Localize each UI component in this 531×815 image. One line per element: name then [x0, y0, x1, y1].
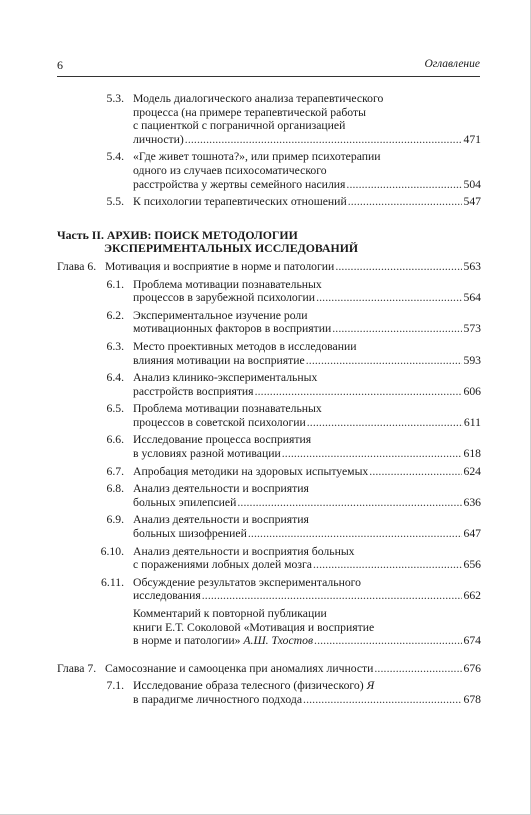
- entry-title-text: расстройства у жертвы семейного насилия: [133, 177, 346, 191]
- entry-title-text: в парадигме личностного подхода: [133, 692, 303, 706]
- page-ref: 564: [463, 291, 481, 305]
- dot-leader: [313, 558, 462, 572]
- page-number: 6: [57, 58, 63, 72]
- toc-entry[interactable]: [57, 679, 481, 706]
- toc-entry[interactable]: [57, 513, 481, 540]
- entry-title-line: Место проективных методов в исследовании: [133, 339, 357, 353]
- table-of-contents: [57, 92, 481, 711]
- entry-title-last-line: [133, 133, 481, 147]
- spacer: [57, 652, 481, 662]
- toc-entry[interactable]: [57, 576, 481, 603]
- entry-number: 6.11.: [101, 575, 124, 589]
- entry-title-line: Анализ деятельности и восприятия: [133, 513, 309, 527]
- entry-title-text: с поражениями лобных долей мозга: [133, 558, 312, 572]
- entry-title-text: Апробация методики на здоровых испытуемых: [133, 464, 369, 478]
- dot-leader: [202, 589, 463, 603]
- entry-title-last-line: [133, 354, 481, 368]
- entry-title-text: процессов в зарубежной психологии: [133, 291, 316, 305]
- entry-title-text: больных эпилепсией: [133, 495, 237, 509]
- chapter-title: Самосознание и самооценка при аномалиях личности: [105, 661, 374, 675]
- entry-title-text: К психологии терапевтических отношений: [133, 195, 347, 209]
- entry-number: 5.5.: [106, 195, 124, 209]
- page-ref: 678: [463, 692, 481, 706]
- dot-leader: [248, 527, 463, 541]
- entry-title-line: Исследование образа телесного (физического) Я: [133, 679, 375, 693]
- page-ref: 662: [463, 589, 481, 603]
- entry-title-line: Комментарий к повторной публикации: [133, 607, 327, 620]
- page-ref: 676: [463, 661, 481, 675]
- entry-title-last-line: [133, 447, 481, 461]
- entry-number: 6.8.: [106, 482, 124, 496]
- chapter-title: Мотивация и восприятие в норме и патологии: [105, 259, 335, 273]
- toc-entry[interactable]: [57, 195, 481, 209]
- dot-leader: [332, 322, 462, 336]
- dot-leader: [282, 447, 463, 461]
- toc-entry[interactable]: [57, 465, 481, 479]
- toc-entry[interactable]: [57, 402, 481, 429]
- toc-entry[interactable]: [57, 433, 481, 460]
- entry-number: 6.4.: [106, 371, 124, 385]
- dot-leader: [335, 260, 462, 274]
- page-ref: 606: [463, 384, 481, 398]
- entry-title-line: Проблема мотивации познавательных: [133, 277, 322, 291]
- entry-title-text: расстройств восприятия: [133, 384, 254, 398]
- entry-number: 6.10.: [100, 544, 124, 558]
- entry-number: 6.3.: [106, 339, 124, 353]
- dot-leader: [185, 133, 463, 147]
- entry-title-last-line: [133, 527, 481, 541]
- chapter-entry[interactable]: [57, 260, 481, 274]
- entry-number: 6.6.: [106, 433, 124, 447]
- page-ref: 611: [463, 415, 481, 429]
- entry-number: 7.1.: [106, 679, 124, 693]
- page-ref: 647: [463, 527, 481, 541]
- entry-number: 6.7.: [106, 464, 124, 478]
- entry-title-text: личности): [133, 132, 184, 146]
- toc-entry[interactable]: [57, 545, 481, 572]
- entry-number: 6.5.: [106, 402, 124, 416]
- page-ref: 656: [463, 558, 481, 572]
- toc-entry[interactable]: [57, 340, 481, 367]
- entry-title-line: Обсуждение результатов экспериментального: [133, 575, 362, 589]
- dot-leader: [369, 465, 462, 479]
- page-ref: 471: [463, 132, 481, 146]
- chapter-title-line: [105, 662, 481, 676]
- entry-title-text: в условиях разной мотивации: [133, 447, 281, 461]
- chapter-number: Глава 7.: [57, 661, 97, 675]
- entry-title-line: Исследование процесса восприятия: [133, 433, 312, 447]
- author-name: А.Ш. Тхостов: [243, 634, 314, 648]
- entry-number: 5.4.: [106, 150, 124, 164]
- page-ref: 547: [463, 195, 481, 209]
- toc-entry[interactable]: [57, 150, 481, 191]
- chapter-title-line: [105, 260, 481, 274]
- entry-title-line: Модель диалогического анализа терапевтического: [133, 92, 384, 105]
- toc-entry[interactable]: [57, 278, 481, 305]
- toc-entry[interactable]: [57, 92, 481, 146]
- entry-title-text: влияния мотивации на восприятие: [133, 353, 305, 367]
- page-ref: 674: [463, 634, 481, 648]
- page-ref: 593: [463, 353, 481, 367]
- dot-leader: [303, 693, 462, 707]
- entry-title-last-line: [133, 558, 481, 572]
- dot-leader: [237, 496, 462, 510]
- entry-title-text: больных шизофренией: [133, 527, 247, 541]
- dot-leader: [314, 634, 462, 648]
- entry-title-text: исследования: [133, 589, 201, 603]
- entry-title-line: «Где живет тошнота?», или пример психотерапии: [133, 150, 381, 164]
- page-ref: 618: [463, 447, 481, 461]
- dot-leader: [306, 354, 463, 368]
- dot-leader: [374, 662, 462, 676]
- chapter-number: Глава 6.: [57, 259, 97, 273]
- entry-number: 5.3.: [106, 92, 124, 105]
- entry-title-last-line: [133, 465, 481, 479]
- entry-title-line: одного из случаев психосоматического: [133, 163, 327, 177]
- entry-title-line: Экспериментальное изучение роли: [133, 308, 308, 322]
- entry-title-last-line: [133, 693, 481, 707]
- running-title: Оглавление: [424, 58, 480, 70]
- entry-title-last-line: [133, 291, 481, 305]
- dot-leader: [307, 416, 463, 430]
- entry-title-line: с пациенткой с пограничной организацией: [133, 119, 346, 133]
- entry-title-line: Проблема мотивации познавательных: [133, 402, 322, 416]
- entry-title-last-line: [133, 496, 481, 510]
- entry-title-text: процессов в советской психологии: [133, 415, 306, 429]
- part-heading: [57, 229, 481, 256]
- page-ref: 504: [463, 177, 481, 191]
- entry-title-last-line: [133, 195, 481, 209]
- entry-title-last-line: [133, 178, 481, 192]
- entry-number: 6.1.: [106, 277, 124, 291]
- toc-entry[interactable]: [57, 482, 481, 509]
- entry-title-text: в норме и патологии» А.Ш. Тхостов: [133, 634, 314, 648]
- entry-title-line: процесса (на примере терапевтической работы: [133, 105, 366, 119]
- dot-leader: [255, 385, 463, 399]
- entry-title-last-line: [133, 634, 481, 648]
- running-header: [57, 58, 480, 77]
- entry-title-line: Анализ клинико-экспериментальных: [133, 371, 318, 385]
- page-ref: 573: [463, 322, 481, 336]
- toc-entry[interactable]: [57, 371, 481, 398]
- part-heading-line: ЭКСПЕРИМЕНТАЛЬНЫХ ИССЛЕДОВАНИЙ: [104, 241, 359, 256]
- entry-title-line: Анализ деятельности и восприятия: [133, 482, 309, 496]
- part-heading-line: Часть II. АРХИВ: ПОИСК МЕТОДОЛОГИИ: [57, 227, 298, 242]
- page-ref: 636: [463, 495, 481, 509]
- entry-title-last-line: [133, 589, 481, 603]
- entry-title-last-line: [133, 385, 481, 399]
- commentary-entry[interactable]: [57, 607, 481, 648]
- dot-leader: [348, 195, 463, 209]
- toc-entry[interactable]: [57, 309, 481, 336]
- page-ref: 624: [463, 464, 481, 478]
- entry-title-line: Анализ деятельности и восприятия больных: [133, 544, 355, 558]
- entry-number: 6.2.: [106, 308, 124, 322]
- chapter-entry[interactable]: [57, 662, 481, 676]
- dot-leader: [316, 291, 462, 305]
- dot-leader: [346, 178, 462, 192]
- entry-title-last-line: [133, 416, 481, 430]
- entry-number: 6.9.: [106, 513, 124, 527]
- entry-title-line: книги Е.Т. Соколовой «Мотивация и восприятие: [133, 620, 375, 634]
- entry-title-text: мотивационных факторов в восприятии: [133, 322, 332, 336]
- page-ref: 563: [463, 259, 481, 273]
- italic-term: Я: [366, 679, 375, 693]
- entry-title-last-line: [133, 322, 481, 336]
